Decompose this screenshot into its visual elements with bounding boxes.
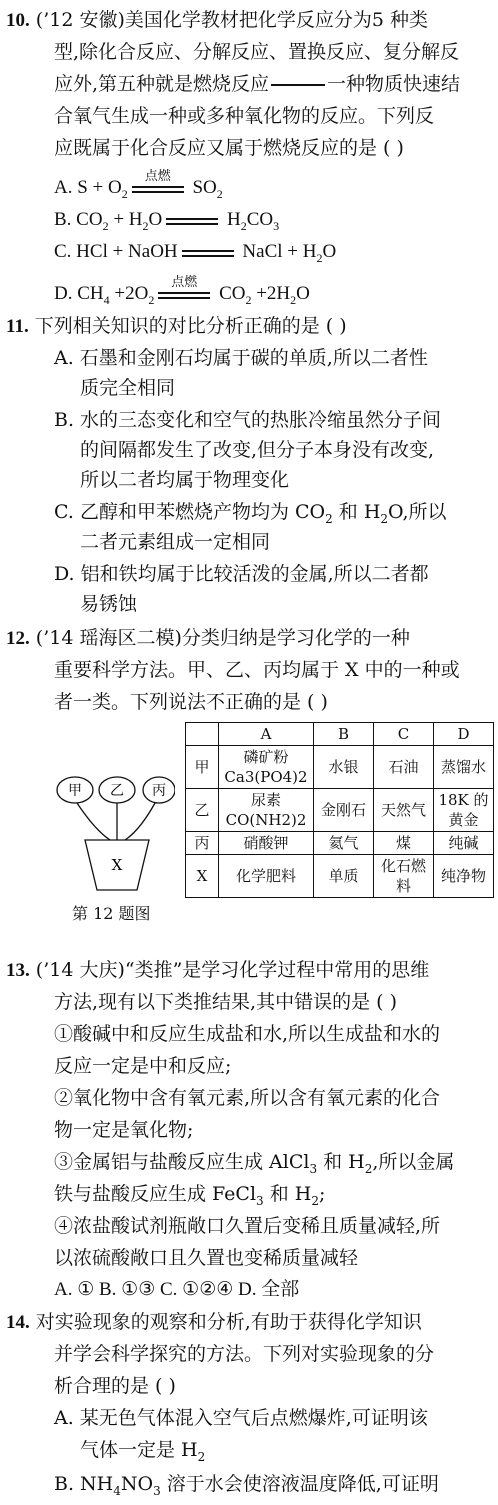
- q10-number: 10.: [6, 10, 30, 31]
- table-header-a: A: [219, 723, 314, 746]
- condition-label: 点燃: [171, 273, 198, 289]
- q11-line1: [6, 314, 347, 339]
- table-cell: 磷矿粉 Ca3(PO4)2: [219, 746, 314, 789]
- q10-a-product: SO: [187, 177, 217, 198]
- q12-table: [185, 722, 494, 898]
- q13-i3a-text2: 和 H: [317, 1151, 365, 1173]
- label-bing: 丙: [152, 783, 166, 799]
- table-header-d: D: [434, 723, 494, 746]
- q10-c-text2: NaCl + H: [237, 241, 317, 262]
- q14-line1: [6, 1310, 422, 1335]
- q14-b1-c: 溶于水会使溶液温度降低,可证明: [160, 1473, 439, 1495]
- q12-figure: [55, 770, 175, 900]
- q13-stem: (’14 大庆)“类推”是学习化学过程中常用的思维: [35, 959, 430, 981]
- dash-line: [271, 84, 325, 86]
- q13-i3b-text3: ;: [318, 1183, 326, 1205]
- table-row: [186, 746, 494, 789]
- q11-number: 11.: [6, 316, 29, 337]
- q10-option-d: [54, 273, 310, 307]
- table-header-b: B: [314, 723, 374, 746]
- q14-a2-text: 气体一定是 H: [80, 1439, 198, 1461]
- q10-b-text3: O: [148, 209, 163, 230]
- sub: 4: [113, 1483, 121, 1498]
- sub: 3: [256, 1193, 264, 1208]
- sub: 2: [364, 1161, 373, 1176]
- table-cell: [186, 723, 219, 746]
- q13-item2b: 物一定是氧化物;: [54, 1119, 194, 1141]
- sub: 2: [148, 292, 155, 307]
- q10-b-text: B. CO: [54, 209, 103, 230]
- sub: 2: [325, 511, 333, 526]
- q12-line3: 者一类。下列说法不正确的是 ( ): [54, 691, 328, 713]
- sub: 2: [311, 1193, 319, 1208]
- table-cell: 尿素 CO(NH2)2: [219, 789, 314, 832]
- table-header-c: C: [374, 723, 434, 746]
- sub: 2: [245, 292, 252, 307]
- q11-d1: D. 铝和铁均属于比较活泼的金属,所以二者都: [54, 563, 429, 585]
- q13-options: A. ① B. ①③ C. ①②④ D. 全部: [54, 1279, 300, 1300]
- table-cell: 18K 的黄金: [434, 789, 494, 832]
- q14-a2: [80, 1438, 205, 1462]
- sub: 2: [316, 250, 323, 265]
- table-cell: 煤: [374, 832, 434, 855]
- table-cell: 单质: [314, 855, 374, 898]
- q13-i3a-text: ③金属铝与盐酸反应生成 AlCl: [54, 1151, 310, 1173]
- q11-c2: 二者元素组成一定相同: [80, 531, 271, 553]
- q11-c1-b: 和 H: [332, 501, 381, 523]
- q10-a-text: A. S + O: [54, 177, 122, 198]
- q10-d-text5: O: [296, 283, 310, 304]
- row-label: X: [186, 855, 219, 898]
- q12-caption: 第 12 题图: [72, 904, 151, 923]
- table-row: [186, 789, 494, 832]
- q14-stem: 对实验现象的观察和分析,有助于获得化学知识: [35, 1311, 422, 1333]
- sub: 3: [309, 1161, 318, 1176]
- table-cell: 天然气: [374, 789, 434, 832]
- q10-b-text5: CO: [246, 209, 274, 230]
- table-cell: 硝酸钾: [219, 832, 314, 855]
- table-cell: 石油: [374, 746, 434, 789]
- q14-number: 14.: [6, 1312, 30, 1333]
- sub: 2: [240, 218, 247, 233]
- sub: 2: [102, 218, 109, 233]
- q13-item4a: ④浓盐酸试剂瓶敞口久置后变稀且质量减轻,所: [54, 1215, 441, 1237]
- row-label: 丙: [186, 832, 219, 855]
- q10-line5: 应既属于化合反应又属于燃烧反应的是 ( ): [54, 137, 404, 159]
- q11-stem: 下列相关知识的对比分析正确的是 ( ): [34, 315, 347, 337]
- q10-line3: [54, 72, 460, 96]
- sub: 2: [216, 186, 223, 201]
- q10-option-c: [54, 240, 336, 264]
- q12-line1: [6, 626, 410, 651]
- q11-a1: A. 石墨和金刚石均属于碳的单质,所以二者性: [54, 347, 428, 369]
- q10-c-text3: O: [322, 241, 337, 262]
- q13-item4b: 以浓硫酸敞口且久置也变稀质量减轻: [54, 1247, 359, 1269]
- q10-c-text: C. HCl + NaOH: [54, 241, 178, 262]
- q10-line3-a: 应外,第五种就是燃烧反应: [54, 73, 270, 95]
- table-cell: 化学肥料: [219, 855, 314, 898]
- q10-line1: [6, 8, 428, 33]
- table-cell: 化石燃料: [374, 855, 434, 898]
- q11-a2: 质完全相同: [80, 377, 176, 399]
- q10-d-text4: +2H: [251, 283, 291, 304]
- q11-b2: 的间隔都发生了改变,但分子本身没有改变,: [80, 439, 435, 461]
- label-yi: 乙: [110, 783, 124, 799]
- q10-d-text2: +2O: [109, 283, 149, 304]
- q13-i3b-text: 铁与盐酸反应生成 FeCl: [54, 1183, 257, 1205]
- q11-c1-c: O,所以: [388, 501, 447, 523]
- q11-d2: 易锈蚀: [80, 593, 138, 615]
- table-cell: 纯净物: [434, 855, 494, 898]
- label-jia: 甲: [68, 783, 82, 799]
- row-label: 乙: [186, 789, 219, 832]
- condition-label: 点燃: [144, 167, 171, 183]
- sub: 3: [273, 218, 280, 233]
- sub: 4: [103, 292, 110, 307]
- q14-b1: [54, 1472, 439, 1496]
- q14-b1-b: NO: [120, 1473, 154, 1495]
- q10-line3-b: 一种物质快速结: [327, 73, 461, 95]
- sub: 2: [290, 292, 297, 307]
- table-cell: 金刚石: [314, 789, 374, 832]
- q14-a1: A. 某无色气体混入空气后点燃爆炸,可证明该: [54, 1407, 428, 1429]
- q14-line3: 析合理的是 ( ): [54, 1375, 176, 1397]
- stems: [77, 803, 155, 840]
- equation-sign: [158, 273, 210, 302]
- q14-b1-a: B. NH: [54, 1473, 114, 1495]
- q13-i3b-text2: 和 H: [263, 1183, 312, 1205]
- q13-item3b: [54, 1182, 325, 1206]
- sub: 3: [153, 1483, 161, 1498]
- q13-i3a-text3: ,所以金属: [372, 1151, 455, 1173]
- q13-item1a: ①酸碱中和反应生成盐和水,所以生成盐和水的: [54, 1023, 441, 1045]
- q10-b-text4: H: [222, 209, 241, 230]
- table-row: [186, 855, 494, 898]
- q12-line2: 重要科学方法。甲、乙、丙均属于 X 中的一种或: [54, 659, 460, 681]
- sub: 2: [197, 1449, 206, 1464]
- q10-line2: 型,除化合反应、分解反应、置换反应、复分解反: [54, 41, 460, 63]
- equation-sign: [182, 246, 234, 260]
- table-cell: 纯碱: [434, 832, 494, 855]
- table-cell: 蒸馏水: [434, 746, 494, 789]
- q11-b3: 所以二者均属于物理变化: [80, 469, 290, 491]
- q13-item1b: 反应一定是中和反应;: [54, 1055, 232, 1077]
- q10-d-text: D. CH: [54, 283, 104, 304]
- sub: 2: [121, 186, 128, 201]
- q14-line2: 并学会科学探究的方法。下列对实验现象的分: [54, 1343, 435, 1365]
- table-cell: 水银: [314, 746, 374, 789]
- row-label: 甲: [186, 746, 219, 789]
- q10-stem: (’12 安徽)美国化学教材把化学反应分为5 种类: [35, 9, 429, 31]
- q12-number: 12.: [6, 628, 30, 649]
- q10-option-b: [54, 208, 279, 232]
- q10-d-text3: CO: [214, 283, 246, 304]
- q13-line1: [6, 958, 429, 983]
- q11-c1-a: C. 乙醇和甲苯燃烧产物均为 CO: [54, 501, 326, 523]
- q11-b1: B. 水的三态变化和空气的热胀冷缩虽然分子间: [54, 409, 442, 431]
- table-cell: 氦气: [314, 832, 374, 855]
- sub: 2: [142, 218, 149, 233]
- label-x: X: [111, 856, 123, 874]
- q12-stem: (’14 瑶海区二模)分类归纳是学习化学的一种: [35, 627, 410, 649]
- q11-c1: [54, 500, 447, 524]
- equation-sign: [132, 167, 184, 196]
- q13-item2a: ②氧化物中含有氧元素,所以含有氧元素的化合: [54, 1087, 441, 1109]
- table-row: [186, 832, 494, 855]
- q13-item3a: [54, 1150, 454, 1174]
- table-header-row: [186, 723, 494, 746]
- q13-line2: 方法,现有以下类推结果,其中错误的是 ( ): [54, 991, 397, 1013]
- equation-sign: [166, 214, 218, 228]
- sub: 2: [380, 511, 389, 526]
- q10-option-a: [54, 167, 223, 201]
- q13-number: 13.: [6, 960, 30, 981]
- q10-b-text2: + H: [108, 209, 143, 230]
- q10-line4: 合氧气生成一种或多种氧化物的反应。下列反: [54, 105, 435, 127]
